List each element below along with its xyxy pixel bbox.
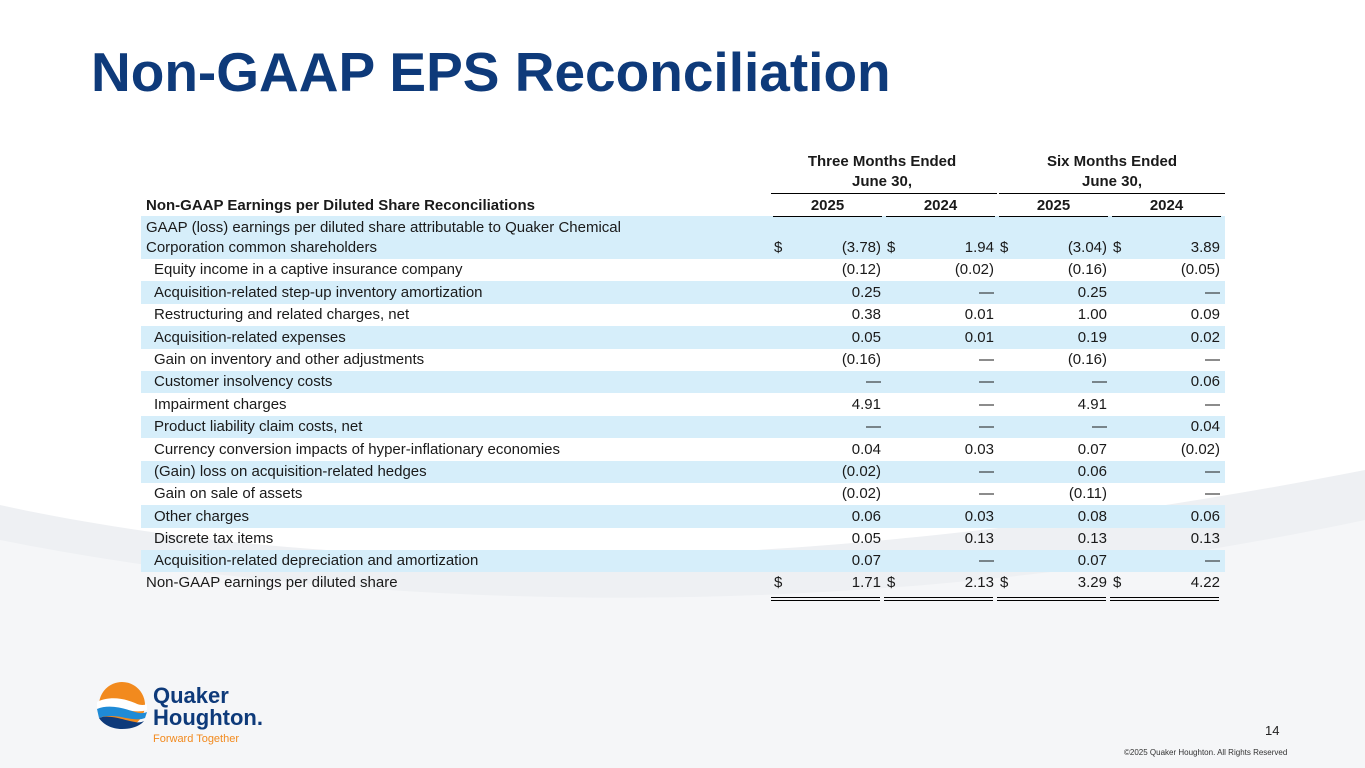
value-cell: — xyxy=(979,485,994,503)
value-cell: 0.05 xyxy=(851,328,881,346)
value-cell: 0.08 xyxy=(1077,507,1107,525)
eps-reconciliation-table xyxy=(141,150,1225,594)
section-label: Non-GAAP Earnings per Diluted Share Reconciliations xyxy=(146,196,535,214)
row-label: Equity income in a captive insurance company xyxy=(154,261,463,279)
value-cell: 0.04 xyxy=(1190,418,1220,436)
value-cell: 0.01 xyxy=(964,328,994,346)
row-label: Acquisition-related depreciation and amortization xyxy=(154,552,479,570)
table-row xyxy=(141,528,1225,550)
svg-text:Quaker: Quaker xyxy=(153,683,229,708)
value-cell: 0.06 xyxy=(851,507,881,525)
table-row xyxy=(141,438,1225,460)
value-cell: 4.91 xyxy=(1077,395,1107,413)
table-row xyxy=(141,416,1225,438)
value-cell: $ 3.29 xyxy=(997,573,1110,594)
table-row xyxy=(141,281,1225,303)
value-cell: (0.12) xyxy=(841,261,881,279)
value-cell: 0.07 xyxy=(1077,552,1107,570)
logo-mark-icon xyxy=(95,680,275,750)
value-cell: 0.06 xyxy=(1190,507,1220,525)
svg-text:Forward Together: Forward Together xyxy=(153,733,240,745)
value-cell: (0.16) xyxy=(1067,350,1107,368)
value-cell: (0.16) xyxy=(1067,261,1107,279)
value-cell: 4.91 xyxy=(851,395,881,413)
value-cell: 0.09 xyxy=(1190,306,1220,324)
page-number: 14 xyxy=(1265,723,1280,738)
value-cell: (0.02) xyxy=(954,261,994,279)
table-row-gaap-eps xyxy=(141,216,1225,259)
value-cell: — xyxy=(979,552,994,570)
value-cell: 0.06 xyxy=(1190,373,1220,391)
table-row-non-gaap-total xyxy=(141,572,1225,594)
value-cell: 0.02 xyxy=(1190,328,1220,346)
row-label: Acquisition-related step-up inventory amortization xyxy=(154,283,483,301)
value-cell: 0.03 xyxy=(964,440,994,458)
row-label: GAAP (loss) earnings per diluted share attributable to Quaker Chemical Corporation common shareholders xyxy=(146,219,621,256)
value-cell: $ 1.94 xyxy=(887,239,994,256)
row-label: Other charges xyxy=(154,507,250,525)
row-label: Non-GAAP earnings per diluted share xyxy=(146,574,398,592)
value-cell: — xyxy=(866,373,881,391)
table-row xyxy=(141,326,1225,348)
column-group-header xyxy=(141,150,1225,194)
value-cell: (0.02) xyxy=(841,485,881,503)
page-title: Non-GAAP EPS Reconciliation xyxy=(91,41,891,103)
value-cell: 0.06 xyxy=(1077,462,1107,480)
table-row xyxy=(141,483,1225,505)
value-cell: $ 2.13 xyxy=(884,573,997,594)
value-cell: 0.38 xyxy=(851,306,881,324)
value-cell: $ (3.78) xyxy=(774,239,881,256)
value-cell: $ 3.89 xyxy=(1113,239,1220,256)
value-cell: 0.25 xyxy=(851,283,881,301)
group-label-line1: Six Months Ended xyxy=(1046,153,1177,170)
value-cell: 0.13 xyxy=(964,530,994,548)
value-cell: — xyxy=(979,395,994,413)
value-cell: $ 1.71 xyxy=(771,573,884,594)
value-cell: (0.11) xyxy=(1068,485,1107,503)
value-cell: 0.07 xyxy=(1077,440,1107,458)
year-header: 2025 xyxy=(771,197,884,214)
value-cell: $ (3.04) xyxy=(1000,239,1107,256)
year-header: 2024 xyxy=(884,197,997,214)
value-cell: (0.02) xyxy=(1180,440,1220,458)
value-cell: — xyxy=(979,373,994,391)
value-cell: — xyxy=(866,418,881,436)
value-cell: — xyxy=(1205,552,1220,570)
year-header-row xyxy=(141,194,1225,216)
value-cell: — xyxy=(979,462,994,480)
value-cell: — xyxy=(1205,485,1220,503)
value-cell: 0.13 xyxy=(1190,530,1220,548)
row-label: Restructuring and related charges, net xyxy=(154,306,410,324)
value-cell: 0.05 xyxy=(851,530,881,548)
value-cell: 0.19 xyxy=(1077,328,1107,346)
value-cell: (0.16) xyxy=(841,350,881,368)
row-label: Product liability claim costs, net xyxy=(154,418,363,436)
svg-text:Houghton.: Houghton. xyxy=(153,705,263,730)
value-cell: 0.13 xyxy=(1077,530,1107,548)
value-cell: 0.04 xyxy=(851,440,881,458)
table-row xyxy=(141,505,1225,527)
table-row xyxy=(141,550,1225,572)
value-cell: — xyxy=(979,350,994,368)
adjustment-rows xyxy=(141,259,1225,572)
value-cell: (0.02) xyxy=(841,462,881,480)
value-cell: — xyxy=(979,418,994,436)
year-header: 2024 xyxy=(1110,197,1223,214)
table-row xyxy=(141,393,1225,415)
value-cell: — xyxy=(1205,462,1220,480)
copyright-notice: ©2025 Quaker Houghton. All Rights Reserved xyxy=(1124,748,1288,757)
table-row xyxy=(141,259,1225,281)
six-months-group xyxy=(999,152,1225,192)
table-row xyxy=(141,349,1225,371)
row-label: Gain on sale of assets xyxy=(154,485,303,503)
value-cell: 1.00 xyxy=(1077,306,1107,324)
value-cell: — xyxy=(1205,350,1220,368)
row-label: Discrete tax items xyxy=(154,530,274,548)
row-label: Impairment charges xyxy=(154,395,287,413)
value-cell: 0.07 xyxy=(851,552,881,570)
value-cell: — xyxy=(1205,283,1220,301)
group-label-line1: Three Months Ended xyxy=(807,153,957,170)
table-row xyxy=(141,461,1225,483)
three-months-group xyxy=(771,152,993,192)
year-header: 2025 xyxy=(997,197,1110,214)
value-cell: (0.05) xyxy=(1180,261,1220,279)
value-cell: 0.25 xyxy=(1077,283,1107,301)
row-label: Gain on inventory and other adjustments xyxy=(154,350,425,368)
group-label-line2: June 30, xyxy=(851,173,913,190)
row-label: (Gain) loss on acquisition-related hedges xyxy=(154,462,427,480)
row-label: Customer insolvency costs xyxy=(154,373,333,391)
value-cell: — xyxy=(979,283,994,301)
value-cell: $ 4.22 xyxy=(1110,573,1223,594)
value-cell: — xyxy=(1092,373,1107,391)
value-cell: 0.03 xyxy=(964,507,994,525)
row-label: Acquisition-related expenses xyxy=(154,328,346,346)
quaker-houghton-logo xyxy=(95,680,275,750)
value-cell: — xyxy=(1205,395,1220,413)
group-label-line2: June 30, xyxy=(1081,173,1143,190)
table-row xyxy=(141,371,1225,393)
row-label: Currency conversion impacts of hyper-inflationary economies xyxy=(154,440,561,458)
value-cell: — xyxy=(1092,418,1107,436)
table-row xyxy=(141,304,1225,326)
value-cell: 0.01 xyxy=(964,306,994,324)
